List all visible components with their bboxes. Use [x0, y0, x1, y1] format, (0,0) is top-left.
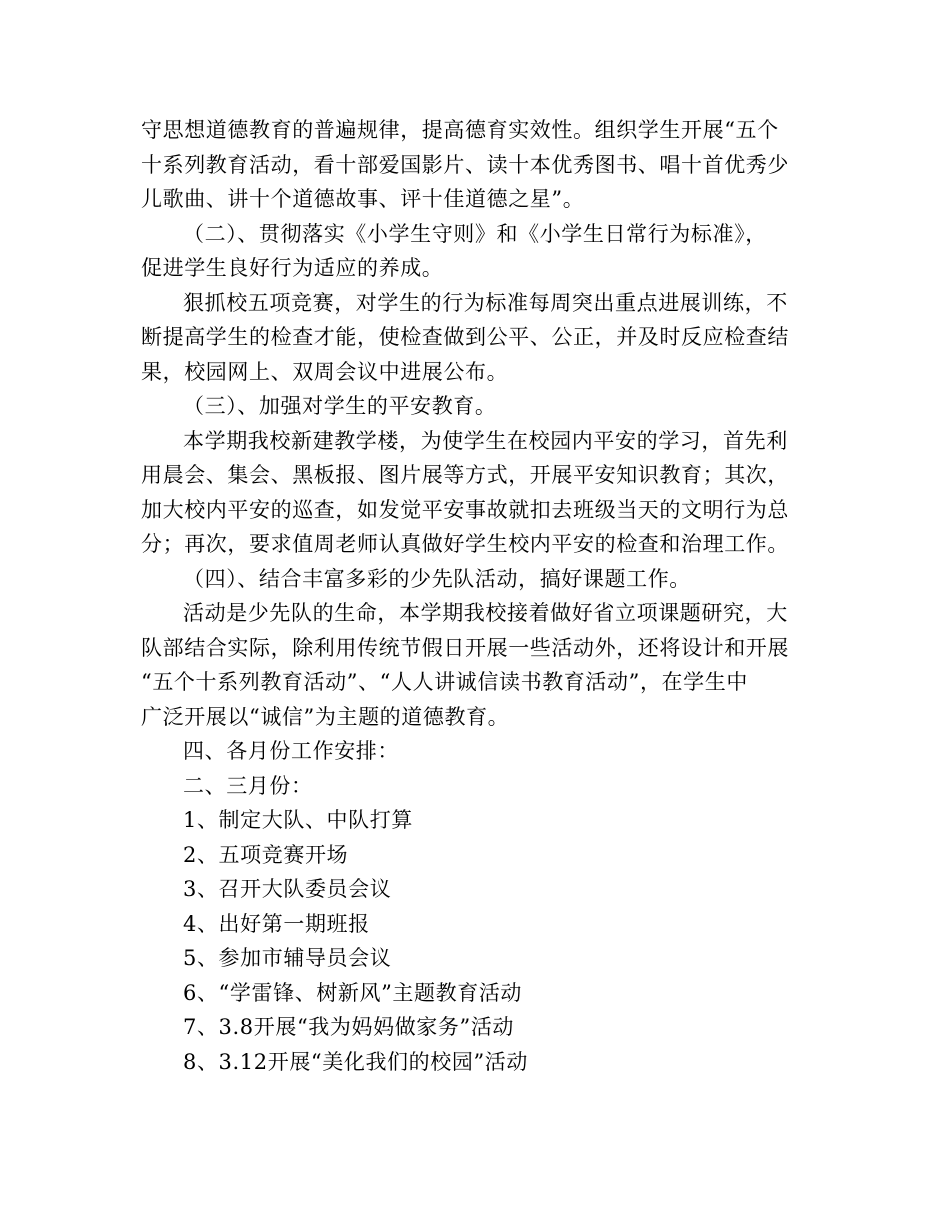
text-line: （四）、结合丰富多彩的少先队活动，搞好课题工作。 — [183, 566, 691, 591]
text-line: 加大校内平安的巡查，如发觉平安事故就扣去班级当天的文明行为总 — [141, 497, 789, 522]
text-line: 3、召开大队委员会议 — [183, 877, 392, 901]
text-line: 队部结合实际，除利用传统节假日开展一些活动外，还将设计和开展 — [141, 635, 789, 660]
text-line: 四、各月份工作安排： — [183, 739, 399, 763]
text-line: 用晨会、集会、黑板报、图片展等方式，开展平安知识教育；其次， — [141, 463, 789, 487]
text-line: 广泛开展以“诚信”为主题的道德教育。 — [141, 704, 510, 729]
text-line: （二）、贯彻落实《小学生守则》和《小学生日常行为标准》， — [183, 221, 767, 246]
paragraph — [141, 872, 811, 907]
paragraph — [141, 803, 811, 838]
paragraph — [141, 907, 811, 942]
paragraph — [141, 113, 811, 217]
text-line: 十系列教育活动，看十部爱国影片、读十本优秀图书、唱十首优秀少 — [141, 152, 789, 177]
paragraph — [141, 217, 811, 286]
text-line: 活动是少先队的生命，本学期我校接着做好省立项课题研究，大 — [183, 601, 788, 625]
text-line: （三）、加强对学生的平安教育。 — [183, 394, 497, 418]
paragraph — [141, 389, 811, 424]
document-page — [141, 113, 811, 1079]
text-line: 二、三月份： — [183, 773, 313, 798]
paragraph — [141, 941, 811, 976]
text-line: 7、3.8开展“我为妈妈做家务”活动 — [183, 1015, 515, 1039]
paragraph — [141, 1010, 811, 1045]
text-line: 2、五项竞赛开场 — [183, 842, 349, 867]
paragraph — [141, 562, 811, 597]
text-line: 本学期我校新建教学楼，为使学生在校园内平安的学习，首先利 — [183, 428, 788, 453]
paragraph — [141, 286, 811, 390]
paragraph — [141, 424, 811, 562]
paragraph — [141, 769, 811, 804]
paragraph — [141, 838, 811, 873]
paragraph — [141, 596, 811, 734]
paragraph — [141, 976, 811, 1011]
text-line: 8、3.12开展“美化我们的校园”活动 — [183, 1049, 528, 1074]
text-line: 断提高学生的检查才能，使检查做到公平、公正，并及时反应检查结 — [141, 325, 789, 349]
text-line: 6、“学雷锋、树新风”主题教育活动 — [183, 980, 523, 1005]
paragraph — [141, 734, 811, 769]
text-line: 守思想道德教育的普遍规律，提高德育实效性。组织学生开展“五个 — [141, 118, 779, 142]
text-line: 1、制定大队、中队打算 — [183, 808, 413, 832]
text-line: 4、出好第一期班报 — [183, 911, 370, 936]
text-line: 果，校园网上、双周会议中进展公布。 — [141, 359, 509, 384]
text-line: 狠抓校五项竞赛，对学生的行为标准每周突出重点进展训练，不 — [183, 290, 788, 315]
text-line: 5、参加市辅导员会议 — [183, 946, 392, 970]
text-line: 儿歌曲、讲十个道德故事、评十佳道德之星”。 — [141, 187, 585, 211]
text-line: “五个十系列教育活动”、“人人讲诚信读书教育活动”，在学生中 — [141, 670, 748, 694]
text-line: 促进学生良好行为适应的养成。 — [141, 256, 444, 280]
text-line: 分；再次，要求值周老师认真做好学生校内平安的检查和治理工作。 — [141, 532, 789, 556]
paragraph — [141, 1045, 811, 1080]
